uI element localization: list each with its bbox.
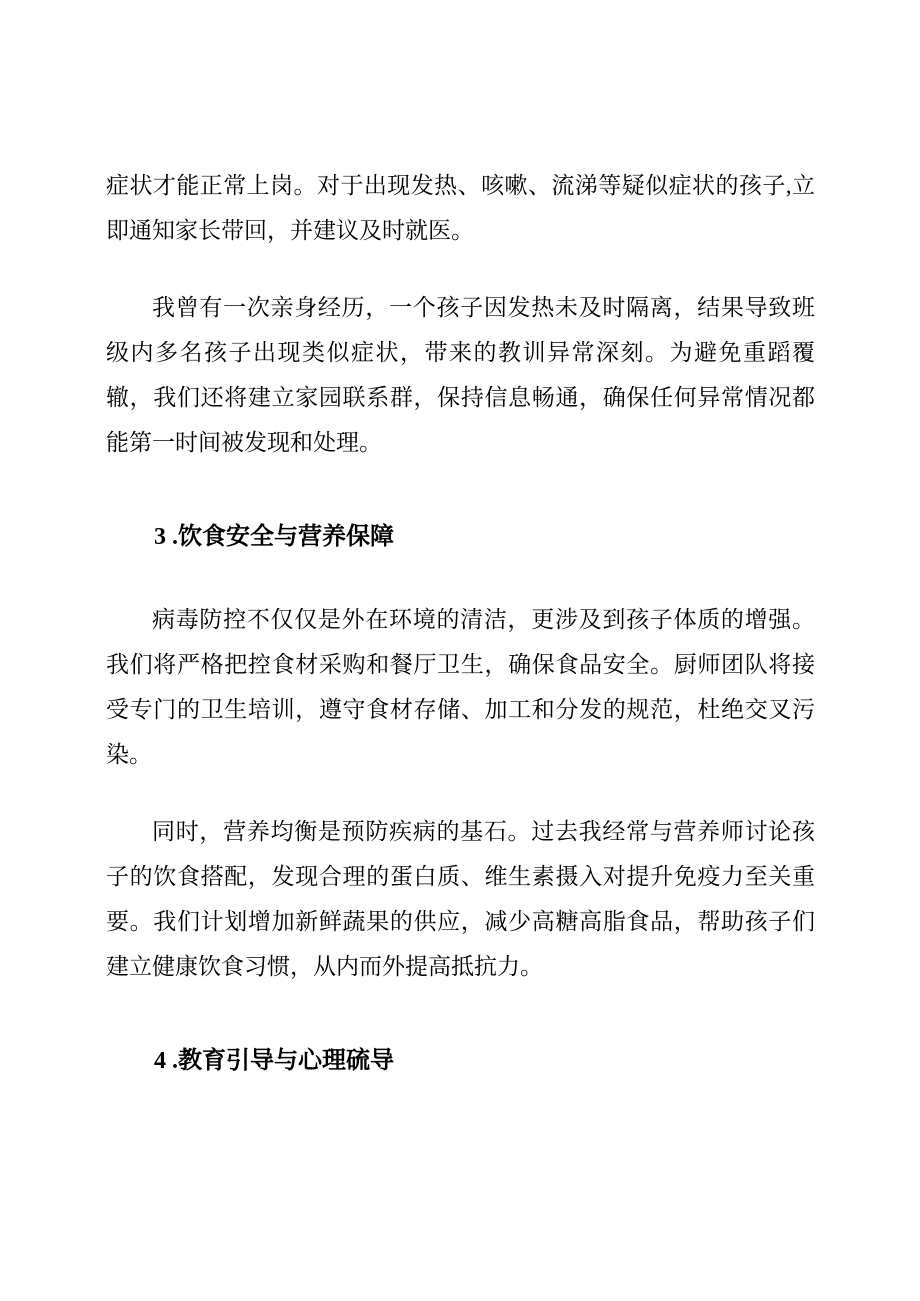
section-heading-3	[106, 514, 815, 560]
section-number: 4 .	[154, 1048, 178, 1074]
section-number: 3 .	[154, 524, 178, 550]
section-heading-4	[106, 1038, 815, 1084]
section-title: 饮食安全与营养保障	[178, 523, 394, 550]
paragraph: 同时，营养均衡是预防疾病的基石。过去我经常与营养师讨论孩子的饮食搭配，发现合理的蛋白质、维生素摄入对提升免疫力至关重要。我们计划增加新鲜蔬果的供应，减少高糖高脂食品，帮助孩子们建立健康饮食习惯，从内而外提高抵抗力。	[106, 819, 815, 979]
section-title: 教育引导与心理硫导	[178, 1047, 394, 1074]
paragraph-continuation: 症状才能正常上岗。对于出现发热、咳嗽、流涕等疑似症状的孩子,立即通知家长带回，并建议及时就医。	[106, 173, 815, 243]
paragraph: 我曾有一次亲身经历，一个孩子因发热未及时隔离，结果导致班级内多名孩子出现类似症状，带来的教训异常深刻。为避免重蹈覆辙，我们还将建立家园联系群，保持信息畅通，确保任何异常情况都能第一时间被发现和处理。	[106, 295, 815, 455]
paragraph: 病毒防控不仅仅是外在环境的清洁，更涉及到孩子体质的增强。我们将严格把控食材采购和餐厅卫生，确保食品安全。厨师团队将接受专门的卫生培训，遵守食材存储、加工和分发的规范，杜绝交叉污染。	[106, 607, 815, 767]
